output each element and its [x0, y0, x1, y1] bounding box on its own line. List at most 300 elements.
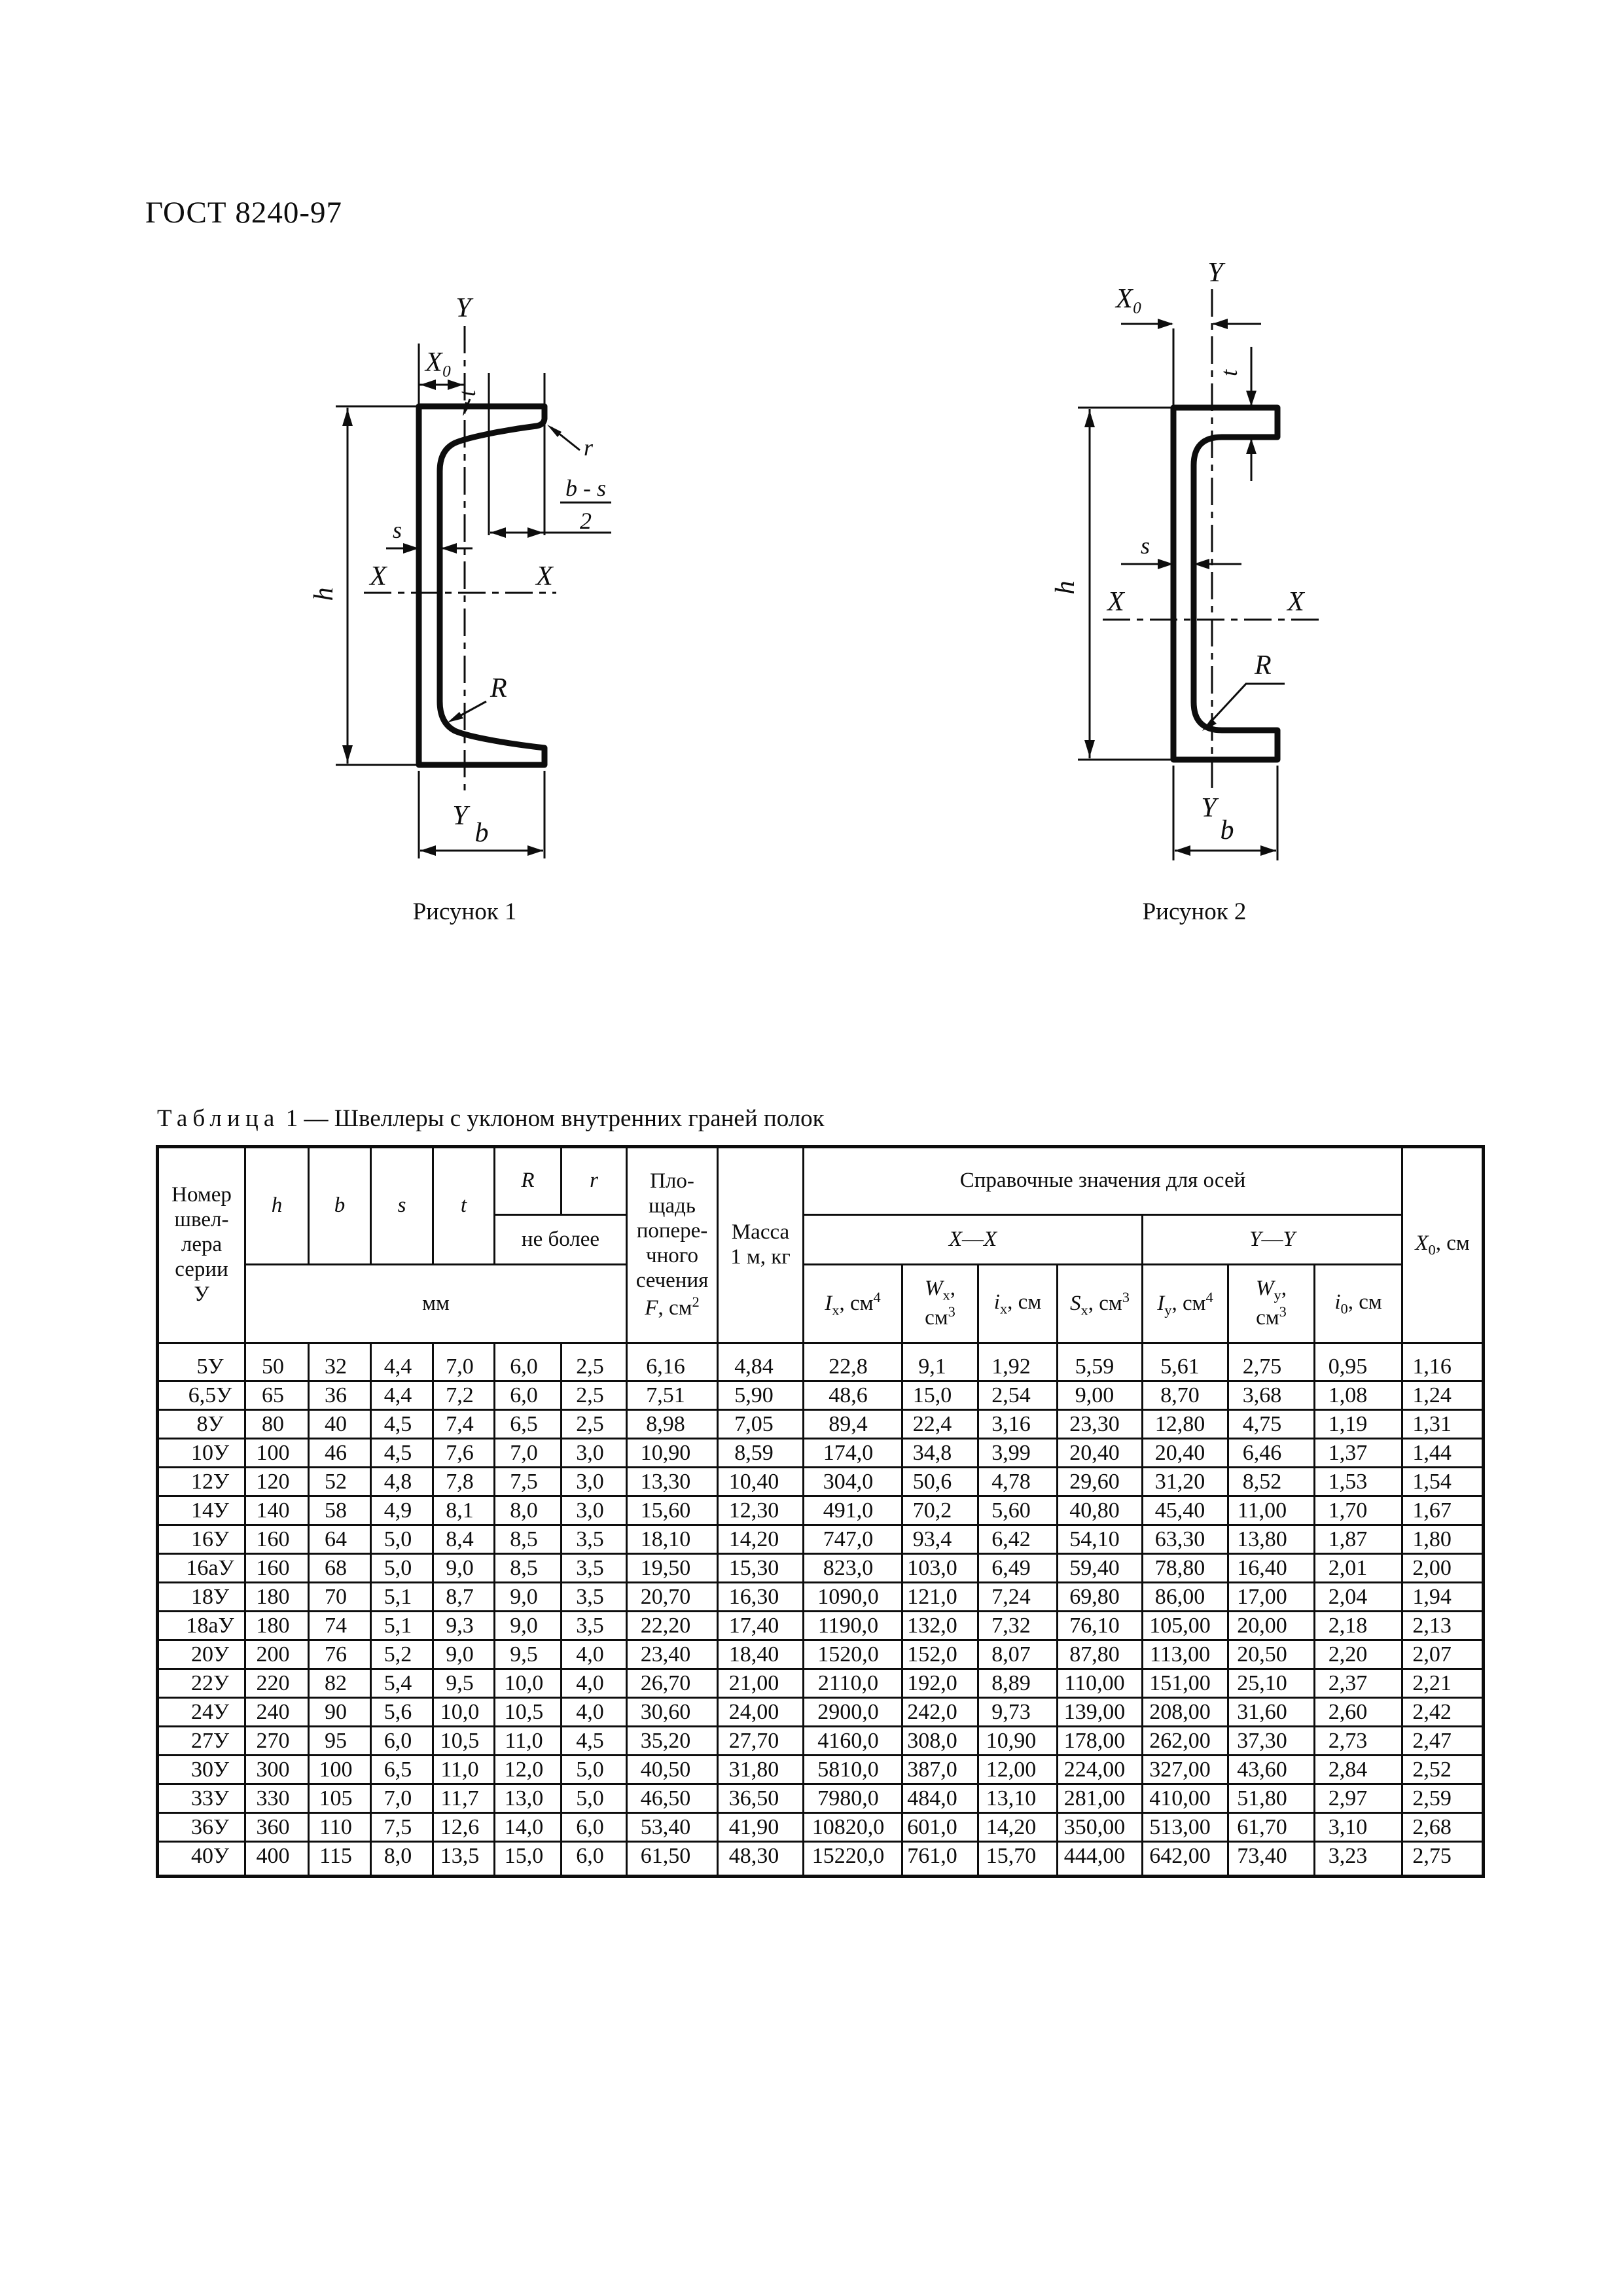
table-row: [158, 1343, 1484, 1381]
cell-Iy: 8,70: [1143, 1381, 1228, 1410]
cell-R: 7,5: [495, 1468, 562, 1496]
cell-Wx: 308,0: [902, 1727, 978, 1756]
col-header-axis-xx: X—X: [804, 1215, 1143, 1265]
cell-X0: 2,75: [1402, 1842, 1484, 1877]
channels-table: [156, 1145, 1485, 1878]
cell-Wx: 50,6: [902, 1468, 978, 1496]
cell-Sx: 178,00: [1058, 1727, 1143, 1756]
col-header-Iy: $I_y$, $см^4$: [1143, 1265, 1228, 1343]
cell-Ix: 7980,0: [804, 1784, 902, 1813]
fig1-label-x-left: X: [370, 561, 387, 592]
cell-Sx: 23,30: [1058, 1410, 1143, 1439]
cell-Iy: 513,00: [1143, 1813, 1228, 1842]
cell-Wx: 9,1: [902, 1343, 978, 1381]
cell-Ix: 1520,0: [804, 1640, 902, 1669]
cell-Wy: 37,30: [1228, 1727, 1315, 1756]
cell-t: 9,0: [433, 1640, 495, 1669]
cell-mass: 27,70: [718, 1727, 804, 1756]
table-row: [158, 1525, 1484, 1554]
cell-Wy: 61,70: [1228, 1813, 1315, 1842]
cell-Wy: 2,75: [1228, 1343, 1315, 1381]
cell-r: 3,5: [562, 1554, 627, 1583]
cell-num: 16аУ: [158, 1554, 245, 1583]
cell-h: 240: [245, 1698, 309, 1727]
cell-num: 30У: [158, 1756, 245, 1784]
cell-ix: 13,10: [978, 1784, 1058, 1813]
cell-s: 7,5: [371, 1813, 433, 1842]
fig1-bs2-dimension: [490, 503, 611, 538]
table-row: [158, 1496, 1484, 1525]
cell-Iy: 45,40: [1143, 1496, 1228, 1525]
fig2-label-R: R: [1255, 650, 1272, 680]
fig1-x0-dimension: [419, 380, 465, 390]
col-header-t: t: [433, 1147, 495, 1265]
cell-Ix: 491,0: [804, 1496, 902, 1525]
fig1-section-outline: [419, 406, 544, 765]
cell-F: 7,51: [627, 1381, 718, 1410]
cell-Wx: 22,4: [902, 1410, 978, 1439]
cell-Iy: 208,00: [1143, 1698, 1228, 1727]
cell-mass: 17,40: [718, 1612, 804, 1640]
cell-num: 10У: [158, 1439, 245, 1468]
cell-Ix: 2110,0: [804, 1669, 902, 1698]
cell-F: 18,10: [627, 1525, 718, 1554]
cell-num: 18аУ: [158, 1612, 245, 1640]
cell-F: 6,16: [627, 1343, 718, 1381]
cell-s: 5,4: [371, 1669, 433, 1698]
cell-R: 8,0: [495, 1496, 562, 1525]
cell-i0: 1,19: [1315, 1410, 1402, 1439]
cell-X0: 1,80: [1402, 1525, 1484, 1554]
cell-Wy: 31,60: [1228, 1698, 1315, 1727]
cell-R: 7,0: [495, 1439, 562, 1468]
cell-num: 8У: [158, 1410, 245, 1439]
cell-mass: 5,90: [718, 1381, 804, 1410]
cell-ix: 7,24: [978, 1583, 1058, 1612]
cell-h: 400: [245, 1842, 309, 1877]
cell-h: 180: [245, 1612, 309, 1640]
cell-r: 3,5: [562, 1583, 627, 1612]
cell-i0: 2,01: [1315, 1554, 1402, 1583]
cell-r: 5,0: [562, 1784, 627, 1813]
col-header-i0: $i_0$, см: [1315, 1265, 1402, 1343]
fig2-label-x0: X₀: [1116, 284, 1143, 314]
cell-s: 5,6: [371, 1698, 433, 1727]
cell-Sx: 76,10: [1058, 1612, 1143, 1640]
cell-s: 5,0: [371, 1525, 433, 1554]
cell-Sx: 444,00: [1058, 1842, 1143, 1877]
fig1-label-h: h: [309, 587, 339, 601]
cell-t: 8,4: [433, 1525, 495, 1554]
cell-R: 6,0: [495, 1381, 562, 1410]
cell-Wy: 25,10: [1228, 1669, 1315, 1698]
cell-b: 52: [309, 1468, 371, 1496]
cell-Iy: 78,80: [1143, 1554, 1228, 1583]
fig1-R-leader: [448, 701, 486, 722]
cell-R: 15,0: [495, 1842, 562, 1877]
table-row: [158, 1410, 1484, 1439]
cell-h: 140: [245, 1496, 309, 1525]
cell-Sx: 54,10: [1058, 1525, 1143, 1554]
cell-Ix: 2900,0: [804, 1698, 902, 1727]
col-header-channel-number: Номер швел- лера серии У: [158, 1147, 245, 1343]
cell-Ix: 1190,0: [804, 1612, 902, 1640]
cell-F: 8,98: [627, 1410, 718, 1439]
col-header-no-more: не более: [495, 1215, 627, 1265]
cell-mass: 10,40: [718, 1468, 804, 1496]
cell-i0: 2,73: [1315, 1727, 1402, 1756]
table-row: [158, 1669, 1484, 1698]
cell-ix: 14,20: [978, 1813, 1058, 1842]
fig2-x0-dimension: [1121, 319, 1261, 329]
cell-R: 6,0: [495, 1343, 562, 1381]
cell-Wy: 43,60: [1228, 1756, 1315, 1784]
cell-F: 13,30: [627, 1468, 718, 1496]
cell-Wx: 15,0: [902, 1381, 978, 1410]
cell-Sx: 40,80: [1058, 1496, 1143, 1525]
cell-h: 100: [245, 1439, 309, 1468]
cell-h: 160: [245, 1525, 309, 1554]
col-header-mass: Масса 1 м, кг: [718, 1147, 804, 1343]
cell-r: 2,5: [562, 1343, 627, 1381]
table-row: [158, 1439, 1484, 1468]
cell-R: 13,0: [495, 1784, 562, 1813]
fig2-h-dimension: [1084, 409, 1095, 758]
cell-r: 3,5: [562, 1525, 627, 1554]
cell-Wy: 13,80: [1228, 1525, 1315, 1554]
cell-t: 7,6: [433, 1439, 495, 1468]
cell-b: 58: [309, 1496, 371, 1525]
fig2-t-dimension: [1246, 347, 1257, 481]
cell-F: 19,50: [627, 1554, 718, 1583]
table-row: [158, 1842, 1484, 1877]
cell-ix: 3,99: [978, 1439, 1058, 1468]
fig2-label-t: t: [1216, 369, 1242, 376]
cell-Wy: 20,50: [1228, 1640, 1315, 1669]
col-header-x0: $X_0$, см: [1402, 1147, 1484, 1343]
cell-i0: 2,20: [1315, 1640, 1402, 1669]
cell-ix: 2,54: [978, 1381, 1058, 1410]
fig2-b-dimension: [1175, 845, 1276, 856]
cell-Sx: 224,00: [1058, 1756, 1143, 1784]
cell-R: 10,5: [495, 1698, 562, 1727]
cell-b: 40: [309, 1410, 371, 1439]
cell-num: 5У: [158, 1343, 245, 1381]
cell-i0: 0,95: [1315, 1343, 1402, 1381]
cell-Wy: 20,00: [1228, 1612, 1315, 1640]
cell-Ix: 1090,0: [804, 1583, 902, 1612]
standard-number: ГОСТ 8240-97: [145, 196, 342, 230]
cell-Wx: 601,0: [902, 1813, 978, 1842]
cell-F: 61,50: [627, 1842, 718, 1877]
cell-Sx: 69,80: [1058, 1583, 1143, 1612]
cell-Iy: 642,00: [1143, 1842, 1228, 1877]
cell-t: 10,5: [433, 1727, 495, 1756]
fig2-axes: [1103, 289, 1319, 792]
cell-b: 68: [309, 1554, 371, 1583]
cell-Wx: 152,0: [902, 1640, 978, 1669]
cell-r: 3,0: [562, 1496, 627, 1525]
table-header: [158, 1147, 1484, 1343]
cell-X0: 2,13: [1402, 1612, 1484, 1640]
cell-num: 12У: [158, 1468, 245, 1496]
cell-Sx: 350,00: [1058, 1813, 1143, 1842]
cell-h: 180: [245, 1583, 309, 1612]
cell-F: 23,40: [627, 1640, 718, 1669]
cell-i0: 1,37: [1315, 1439, 1402, 1468]
cell-Wy: 51,80: [1228, 1784, 1315, 1813]
fig1-label-t: t: [454, 389, 480, 397]
col-header-r: r: [562, 1147, 627, 1215]
col-header-reference-values: Справочные значения для осей: [804, 1147, 1402, 1215]
cell-R: 9,0: [495, 1583, 562, 1612]
table-body: [158, 1343, 1484, 1877]
cell-i0: 2,18: [1315, 1612, 1402, 1640]
cell-Iy: 105,00: [1143, 1612, 1228, 1640]
table-row: [158, 1381, 1484, 1410]
cell-s: 5,1: [371, 1612, 433, 1640]
cell-Wy: 16,40: [1228, 1554, 1315, 1583]
table-row: [158, 1813, 1484, 1842]
table-row: [158, 1640, 1484, 1669]
cell-t: 11,0: [433, 1756, 495, 1784]
fig2-R-leader: [1202, 684, 1285, 731]
cell-Ix: 10820,0: [804, 1813, 902, 1842]
fig1-label-x0: X₀: [425, 347, 452, 378]
table-row: [158, 1698, 1484, 1727]
cell-s: 4,5: [371, 1439, 433, 1468]
cell-Wx: 192,0: [902, 1669, 978, 1698]
cell-b: 82: [309, 1669, 371, 1698]
cell-mass: 21,00: [718, 1669, 804, 1698]
cell-Iy: 151,00: [1143, 1669, 1228, 1698]
cell-R: 14,0: [495, 1813, 562, 1842]
cell-s: 5,2: [371, 1640, 433, 1669]
cell-Wx: 70,2: [902, 1496, 978, 1525]
cell-t: 9,5: [433, 1669, 495, 1698]
cell-s: 5,1: [371, 1583, 433, 1612]
cell-F: 20,70: [627, 1583, 718, 1612]
cell-R: 11,0: [495, 1727, 562, 1756]
cell-F: 46,50: [627, 1784, 718, 1813]
cell-r: 4,0: [562, 1640, 627, 1669]
cell-num: 22У: [158, 1669, 245, 1698]
table-row: [158, 1468, 1484, 1496]
table-row: [158, 1756, 1484, 1784]
fig1-label-R: R: [490, 673, 507, 703]
cell-Iy: 12,80: [1143, 1410, 1228, 1439]
cell-Wx: 387,0: [902, 1756, 978, 1784]
cell-Iy: 31,20: [1143, 1468, 1228, 1496]
cell-Ix: 304,0: [804, 1468, 902, 1496]
cell-Sx: 59,40: [1058, 1554, 1143, 1583]
cell-i0: 1,70: [1315, 1496, 1402, 1525]
cell-b: 70: [309, 1583, 371, 1612]
cell-Ix: 747,0: [804, 1525, 902, 1554]
cell-ix: 4,78: [978, 1468, 1058, 1496]
cell-h: 300: [245, 1756, 309, 1784]
fig1-r-leader: [547, 425, 580, 450]
cell-h: 220: [245, 1669, 309, 1698]
cell-Sx: 110,00: [1058, 1669, 1143, 1698]
cell-s: 7,0: [371, 1784, 433, 1813]
cell-Wy: 6,46: [1228, 1439, 1315, 1468]
cell-mass: 16,30: [718, 1583, 804, 1612]
cell-X0: 2,59: [1402, 1784, 1484, 1813]
cell-R: 6,5: [495, 1410, 562, 1439]
fig2-label-b: b: [1220, 815, 1234, 845]
cell-R: 9,5: [495, 1640, 562, 1669]
cell-h: 65: [245, 1381, 309, 1410]
cell-t: 7,4: [433, 1410, 495, 1439]
cell-X0: 1,44: [1402, 1439, 1484, 1468]
cell-mass: 15,30: [718, 1554, 804, 1583]
cell-r: 4,0: [562, 1698, 627, 1727]
figure2-caption: Рисунок 2: [1142, 898, 1247, 925]
cell-i0: 1,87: [1315, 1525, 1402, 1554]
cell-Ix: 5810,0: [804, 1756, 902, 1784]
cell-X0: 1,67: [1402, 1496, 1484, 1525]
cell-b: 64: [309, 1525, 371, 1554]
cell-Iy: 63,30: [1143, 1525, 1228, 1554]
cell-ix: 5,60: [978, 1496, 1058, 1525]
cell-Ix: 174,0: [804, 1439, 902, 1468]
cell-h: 330: [245, 1784, 309, 1813]
cell-F: 30,60: [627, 1698, 718, 1727]
cell-Wy: 3,68: [1228, 1381, 1315, 1410]
cell-ix: 10,90: [978, 1727, 1058, 1756]
cell-Wx: 103,0: [902, 1554, 978, 1583]
cell-mass: 41,90: [718, 1813, 804, 1842]
cell-h: 120: [245, 1468, 309, 1496]
cell-ix: 7,32: [978, 1612, 1058, 1640]
cell-mass: 18,40: [718, 1640, 804, 1669]
cell-r: 5,0: [562, 1756, 627, 1784]
cell-s: 6,0: [371, 1727, 433, 1756]
cell-Ix: 48,6: [804, 1381, 902, 1410]
cell-r: 6,0: [562, 1842, 627, 1877]
col-header-R: R: [495, 1147, 562, 1215]
cell-Iy: 327,00: [1143, 1756, 1228, 1784]
cell-Wx: 34,8: [902, 1439, 978, 1468]
fig1-label-x-right: X: [536, 561, 553, 592]
cell-Iy: 86,00: [1143, 1583, 1228, 1612]
cell-t: 8,1: [433, 1496, 495, 1525]
cell-Wx: 242,0: [902, 1698, 978, 1727]
cell-X0: 2,00: [1402, 1554, 1484, 1583]
cell-num: 6,5У: [158, 1381, 245, 1410]
cell-X0: 2,68: [1402, 1813, 1484, 1842]
cell-b: 115: [309, 1842, 371, 1877]
fig1-label-frac-den: 2: [580, 508, 592, 534]
cell-t: 9,0: [433, 1554, 495, 1583]
cell-b: 90: [309, 1698, 371, 1727]
cell-b: 76: [309, 1640, 371, 1669]
cell-h: 270: [245, 1727, 309, 1756]
cell-Iy: 262,00: [1143, 1727, 1228, 1756]
col-header-h: h: [245, 1147, 309, 1265]
cell-t: 7,8: [433, 1468, 495, 1496]
cell-Wy: 73,40: [1228, 1842, 1315, 1877]
cell-mass: 24,00: [718, 1698, 804, 1727]
cell-Sx: 281,00: [1058, 1784, 1143, 1813]
cell-ix: 6,49: [978, 1554, 1058, 1583]
cell-Wy: 8,52: [1228, 1468, 1315, 1496]
cell-Sx: 139,00: [1058, 1698, 1143, 1727]
cell-Ix: 823,0: [804, 1554, 902, 1583]
cell-F: 10,90: [627, 1439, 718, 1468]
cell-Wx: 132,0: [902, 1612, 978, 1640]
cell-X0: 2,52: [1402, 1756, 1484, 1784]
cell-b: 74: [309, 1612, 371, 1640]
cell-Ix: 22,8: [804, 1343, 902, 1381]
cell-s: 4,4: [371, 1343, 433, 1381]
cell-num: 18У: [158, 1583, 245, 1612]
cell-t: 13,5: [433, 1842, 495, 1877]
fig2-s-dimension: [1121, 559, 1241, 569]
cell-R: 10,0: [495, 1669, 562, 1698]
fig1-h-dimension: [342, 408, 353, 764]
cell-s: 4,8: [371, 1468, 433, 1496]
col-header-s: s: [371, 1147, 433, 1265]
cell-s: 6,5: [371, 1756, 433, 1784]
cell-h: 200: [245, 1640, 309, 1669]
cell-F: 53,40: [627, 1813, 718, 1842]
cell-s: 5,0: [371, 1554, 433, 1583]
table-row: [158, 1554, 1484, 1583]
cell-t: 9,3: [433, 1612, 495, 1640]
cell-r: 6,0: [562, 1813, 627, 1842]
cell-r: 3,5: [562, 1612, 627, 1640]
col-header-Wx: $W_x$, $см^3$: [902, 1265, 978, 1343]
cell-i0: 3,10: [1315, 1813, 1402, 1842]
cell-mass: 8,59: [718, 1439, 804, 1468]
cell-ix: 6,42: [978, 1525, 1058, 1554]
table-row: [158, 1583, 1484, 1612]
cell-ix: 1,92: [978, 1343, 1058, 1381]
fig1-label-y-top: Y: [455, 293, 471, 323]
cell-num: 27У: [158, 1727, 245, 1756]
cell-i0: 2,60: [1315, 1698, 1402, 1727]
cell-b: 110: [309, 1813, 371, 1842]
cell-t: 8,7: [433, 1583, 495, 1612]
cell-Iy: 20,40: [1143, 1439, 1228, 1468]
cell-X0: 2,07: [1402, 1640, 1484, 1669]
cell-h: 50: [245, 1343, 309, 1381]
cell-s: 4,5: [371, 1410, 433, 1439]
cell-t: 7,2: [433, 1381, 495, 1410]
cell-Iy: 410,00: [1143, 1784, 1228, 1813]
table-row: [158, 1612, 1484, 1640]
figure1-caption: Рисунок 1: [412, 898, 517, 925]
fig2-label-y-bottom: Y: [1201, 793, 1217, 823]
cell-s: 4,9: [371, 1496, 433, 1525]
cell-X0: 1,94: [1402, 1583, 1484, 1612]
cell-ix: 9,73: [978, 1698, 1058, 1727]
cell-r: 4,0: [562, 1669, 627, 1698]
cell-num: 14У: [158, 1496, 245, 1525]
cell-h: 360: [245, 1813, 309, 1842]
cell-i0: 2,84: [1315, 1756, 1402, 1784]
cell-b: 105: [309, 1784, 371, 1813]
cell-num: 20У: [158, 1640, 245, 1669]
cell-r: 2,5: [562, 1410, 627, 1439]
cell-i0: 3,23: [1315, 1842, 1402, 1877]
col-header-Sx: $S_x$, $см^3$: [1058, 1265, 1143, 1343]
cell-b: 46: [309, 1439, 371, 1468]
cell-ix: 15,70: [978, 1842, 1058, 1877]
cell-X0: 2,42: [1402, 1698, 1484, 1727]
